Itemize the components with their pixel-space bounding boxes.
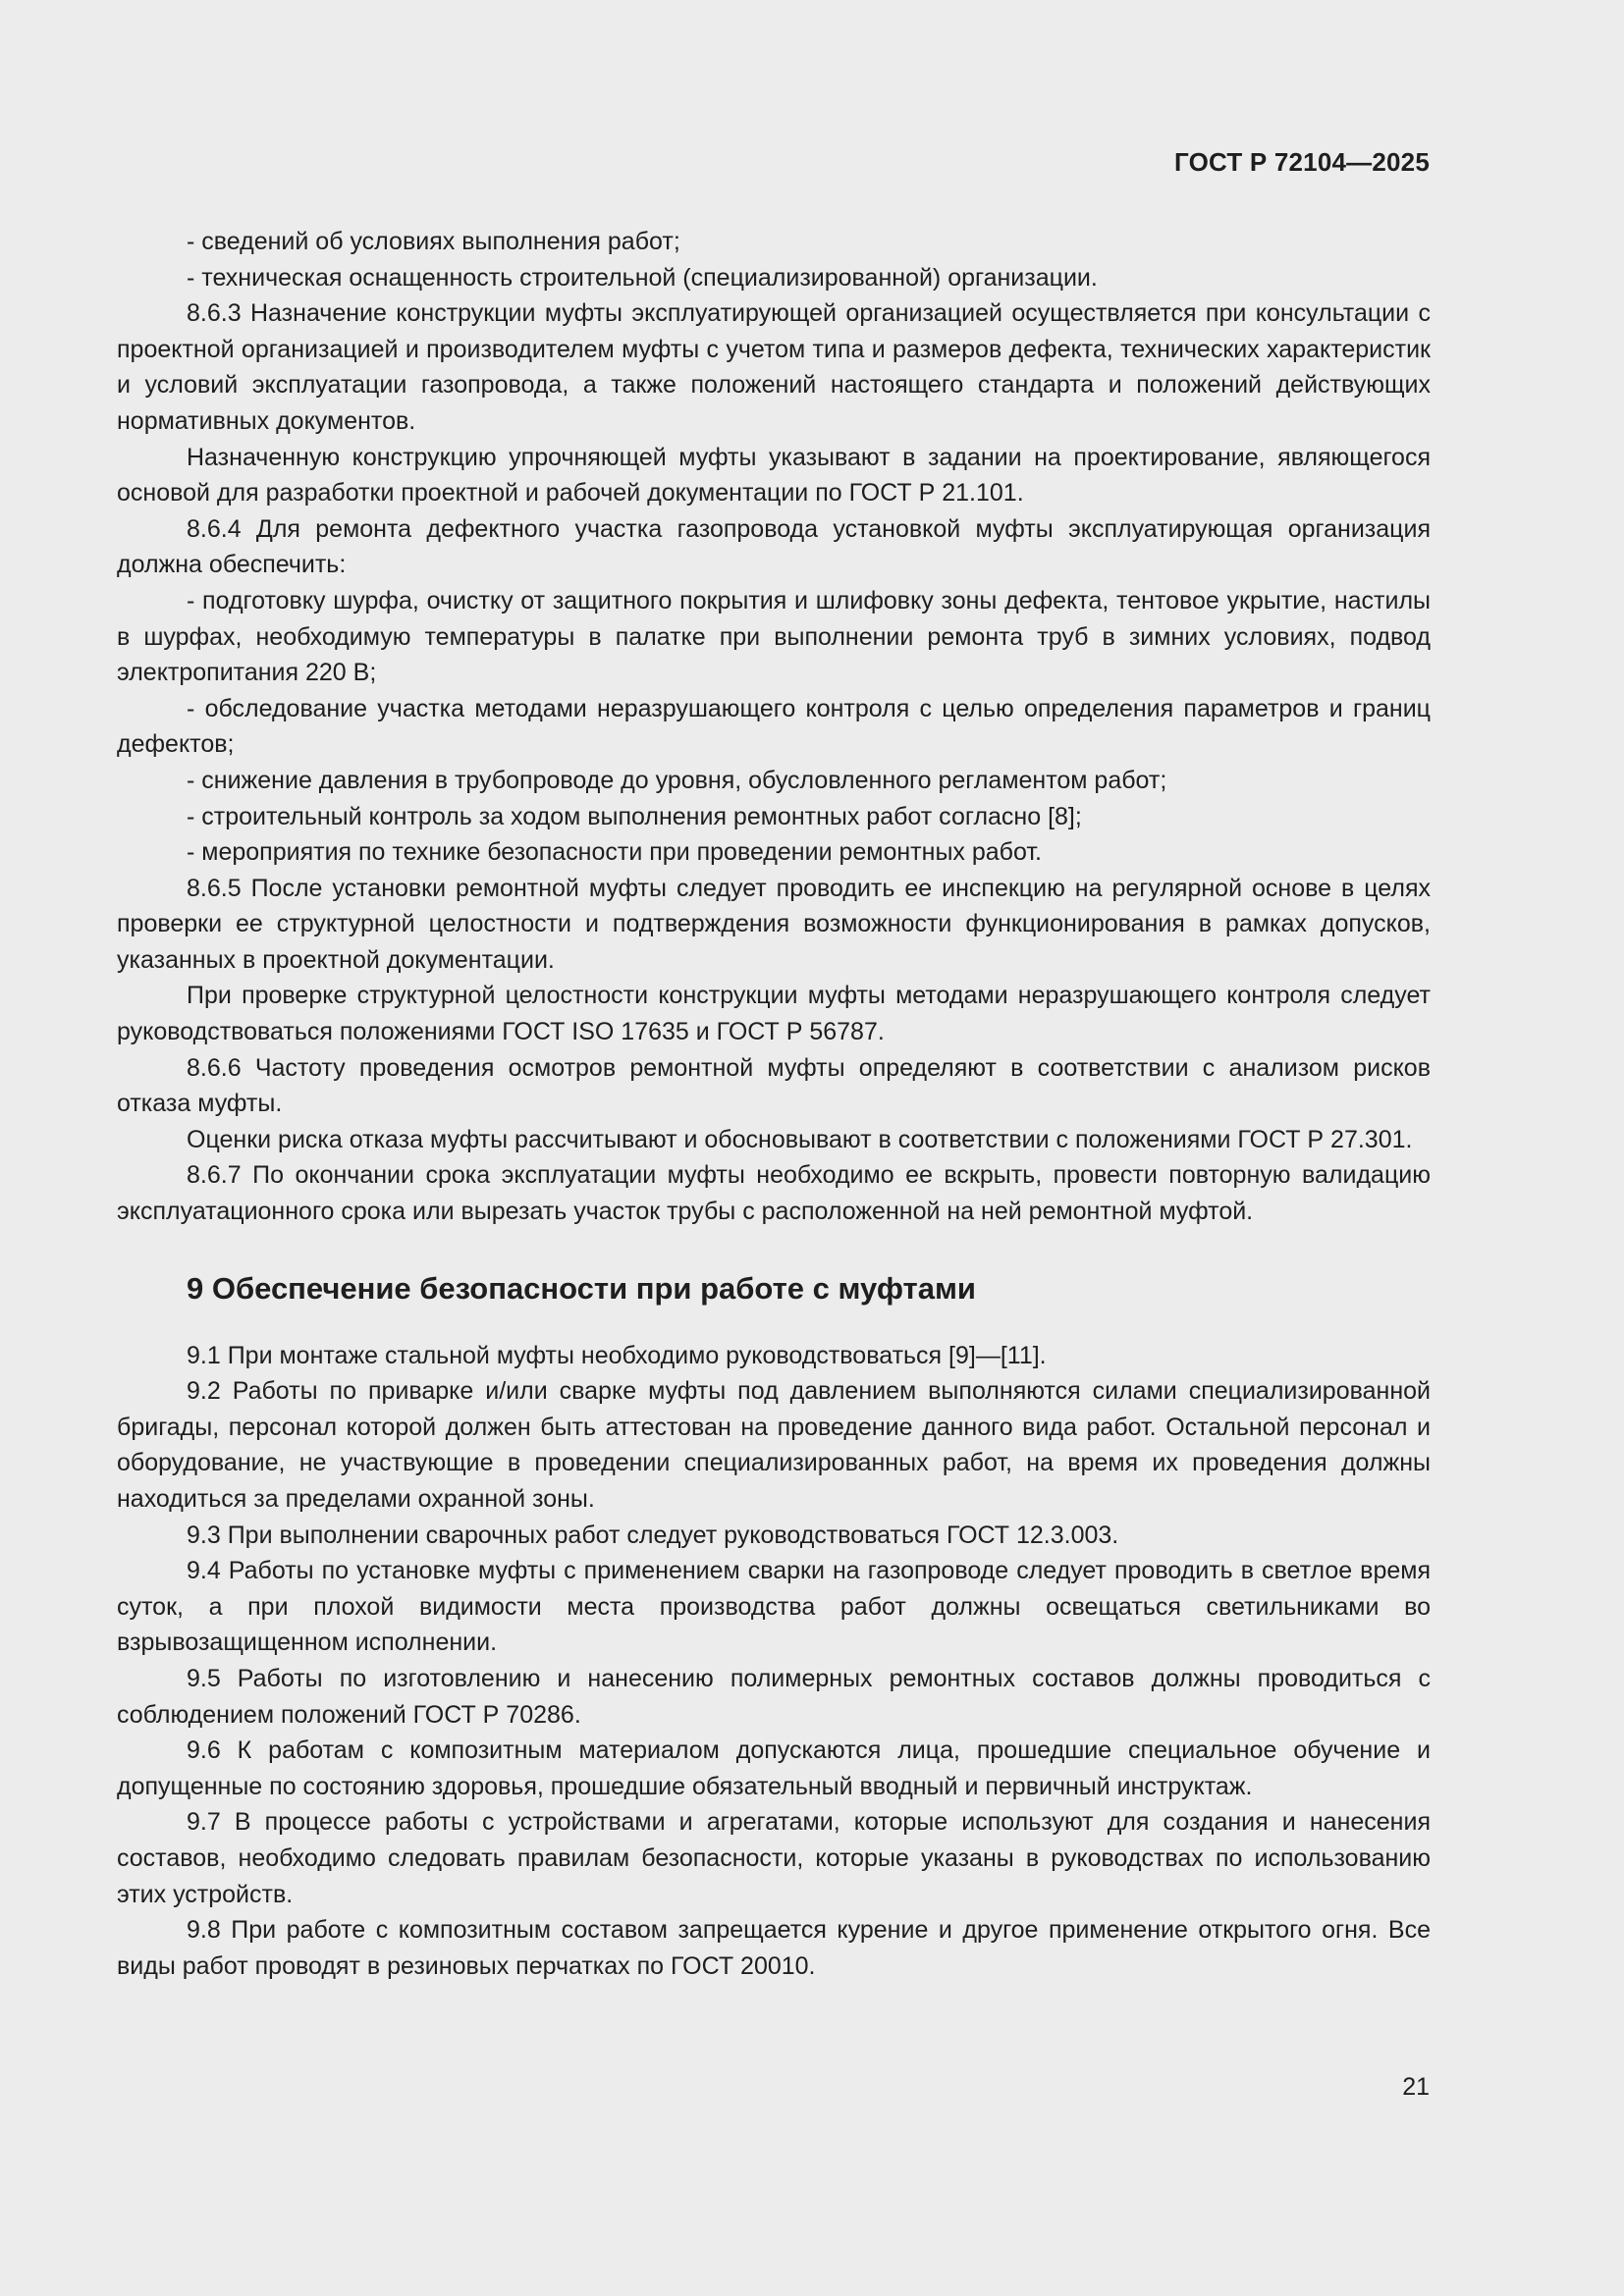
paragraph: 8.6.3 Назначение конструкции муфты эксплуатирующей организацией осуществляется при консультации с проектной организацией и производителем муфты с учетом типа и размеров дефекта, технических характеристик и условий эксплуатации газопровода, а также положений настоящего стандарта и положений действующих нормативных документов. xyxy=(117,299,1431,435)
paragraph: - мероприятия по технике безопасности при проведении ремонтных работ. xyxy=(187,838,1042,867)
page-number: 21 xyxy=(1402,2073,1430,2101)
paragraph: 8.6.4 Для ремонта дефектного участка газопровода установкой муфты эксплуатирующая организация должна обеспечить: xyxy=(117,514,1431,579)
document-code-header: ГОСТ Р 72104—2025 xyxy=(1174,147,1430,177)
paragraph: 9.8 При работе с композитным составом запрещается курение и другое применение открытого огня. Все виды работ проводят в резиновых перчатках по ГОСТ 20010. xyxy=(117,1916,1431,1980)
paragraph: 8.6.6 Частоту проведения осмотров ремонтной муфты определяют в соответствии с анализом рисков отказа муфты. xyxy=(117,1053,1431,1118)
section-9-heading: 9 Обеспечение безопасности при работе с муфтами xyxy=(187,1270,976,1306)
paragraph: 8.6.7 По окончании срока эксплуатации муфты необходимо ее вскрыть, провести повторную валидацию эксплуатационного срока или вырезать участок трубы с расположенной на ней ремонтной муфтой. xyxy=(117,1161,1431,1226)
section-8-6-continuation xyxy=(117,224,1431,1230)
section-9-body xyxy=(117,1338,1431,1985)
paragraph: Оценки риска отказа муфты рассчитывают и обосновывают в соответствии с положениями ГОСТ Р 27.301. xyxy=(187,1125,1413,1153)
paragraph: 9.2 Работы по приварке и/или сварке муфты под давлением выполняются силами специализированной бригады, персонал которой должен быть аттестован на проведение данного вида работ. Остальной персонал и оборудование, не участвующие в проведении специализированных работ, на время их проведения должны находиться за пределами охранной зоны. xyxy=(117,1377,1431,1513)
paragraph: Назначенную конструкцию упрочняющей муфты указывают в задании на проектирование, являющегося основой для разработки проектной и рабочей документации по ГОСТ Р 21.101. xyxy=(117,443,1431,507)
paragraph: 9.6 К работам с композитным материалом допускаются лица, прошедшие специальное обучение и допущенные по состоянию здоровья, прошедшие обязательный вводный и первичный инструктаж. xyxy=(117,1736,1431,1800)
paragraph: - строительный контроль за ходом выполнения ремонтных работ согласно [8]; xyxy=(187,802,1082,830)
paragraph: При проверке структурной целостности конструкции муфты методами неразрушающего контроля следует руководствоваться положениями ГОСТ ISO 17635 и ГОСТ Р 56787. xyxy=(117,982,1431,1046)
paragraph: - подготовку шурфа, очистку от защитного покрытия и шлифовку зоны дефекта, тентовое укрытие, настилы в шурфах, необходимую температуры в палатке при выполнении ремонта труб в зимних условиях, подвод электропитания 220 В; xyxy=(117,586,1431,687)
paragraph: 9.1 При монтаже стальной муфты необходимо руководствоваться [9]—[11]. xyxy=(187,1341,1047,1369)
paragraph: 9.7 В процессе работы с устройствами и агрегатами, которые используют для создания и нанесения составов, необходимо следовать правилам безопасности, которые указаны в руководствах по использованию этих устройств. xyxy=(117,1808,1431,1908)
paragraph: 9.4 Работы по установке муфты с применением сварки на газопроводе следует проводить в светлое время суток, а при плохой видимости места производства работ должны освещаться светильниками во взрывозащищенном исполнении. xyxy=(117,1557,1431,1657)
paragraph: 9.3 При выполнении сварочных работ следует руководствоваться ГОСТ 12.3.003. xyxy=(187,1521,1119,1549)
paragraph: - техническая оснащенность строительной (специализированной) организации. xyxy=(187,263,1098,292)
paragraph: 8.6.5 После установки ремонтной муфты следует проводить ее инспекцию на регулярной основе в целях проверки ее структурной целостности и подтверждения возможности функционирования в рамках допусков, указанных в проектной документации. xyxy=(117,874,1431,974)
paragraph: - снижение давления в трубопроводе до уровня, обусловленного регламентом работ; xyxy=(187,766,1167,794)
paragraph: - сведений об условиях выполнения работ; xyxy=(187,228,680,255)
paragraph: 9.5 Работы по изготовлению и нанесению полимерных ремонтных составов должны проводиться с соблюдением положений ГОСТ Р 70286. xyxy=(117,1664,1431,1729)
page-content xyxy=(117,224,1431,1984)
paragraph: - обследование участка методами неразрушающего контроля с целью определения параметров и границ дефектов; xyxy=(117,694,1431,759)
